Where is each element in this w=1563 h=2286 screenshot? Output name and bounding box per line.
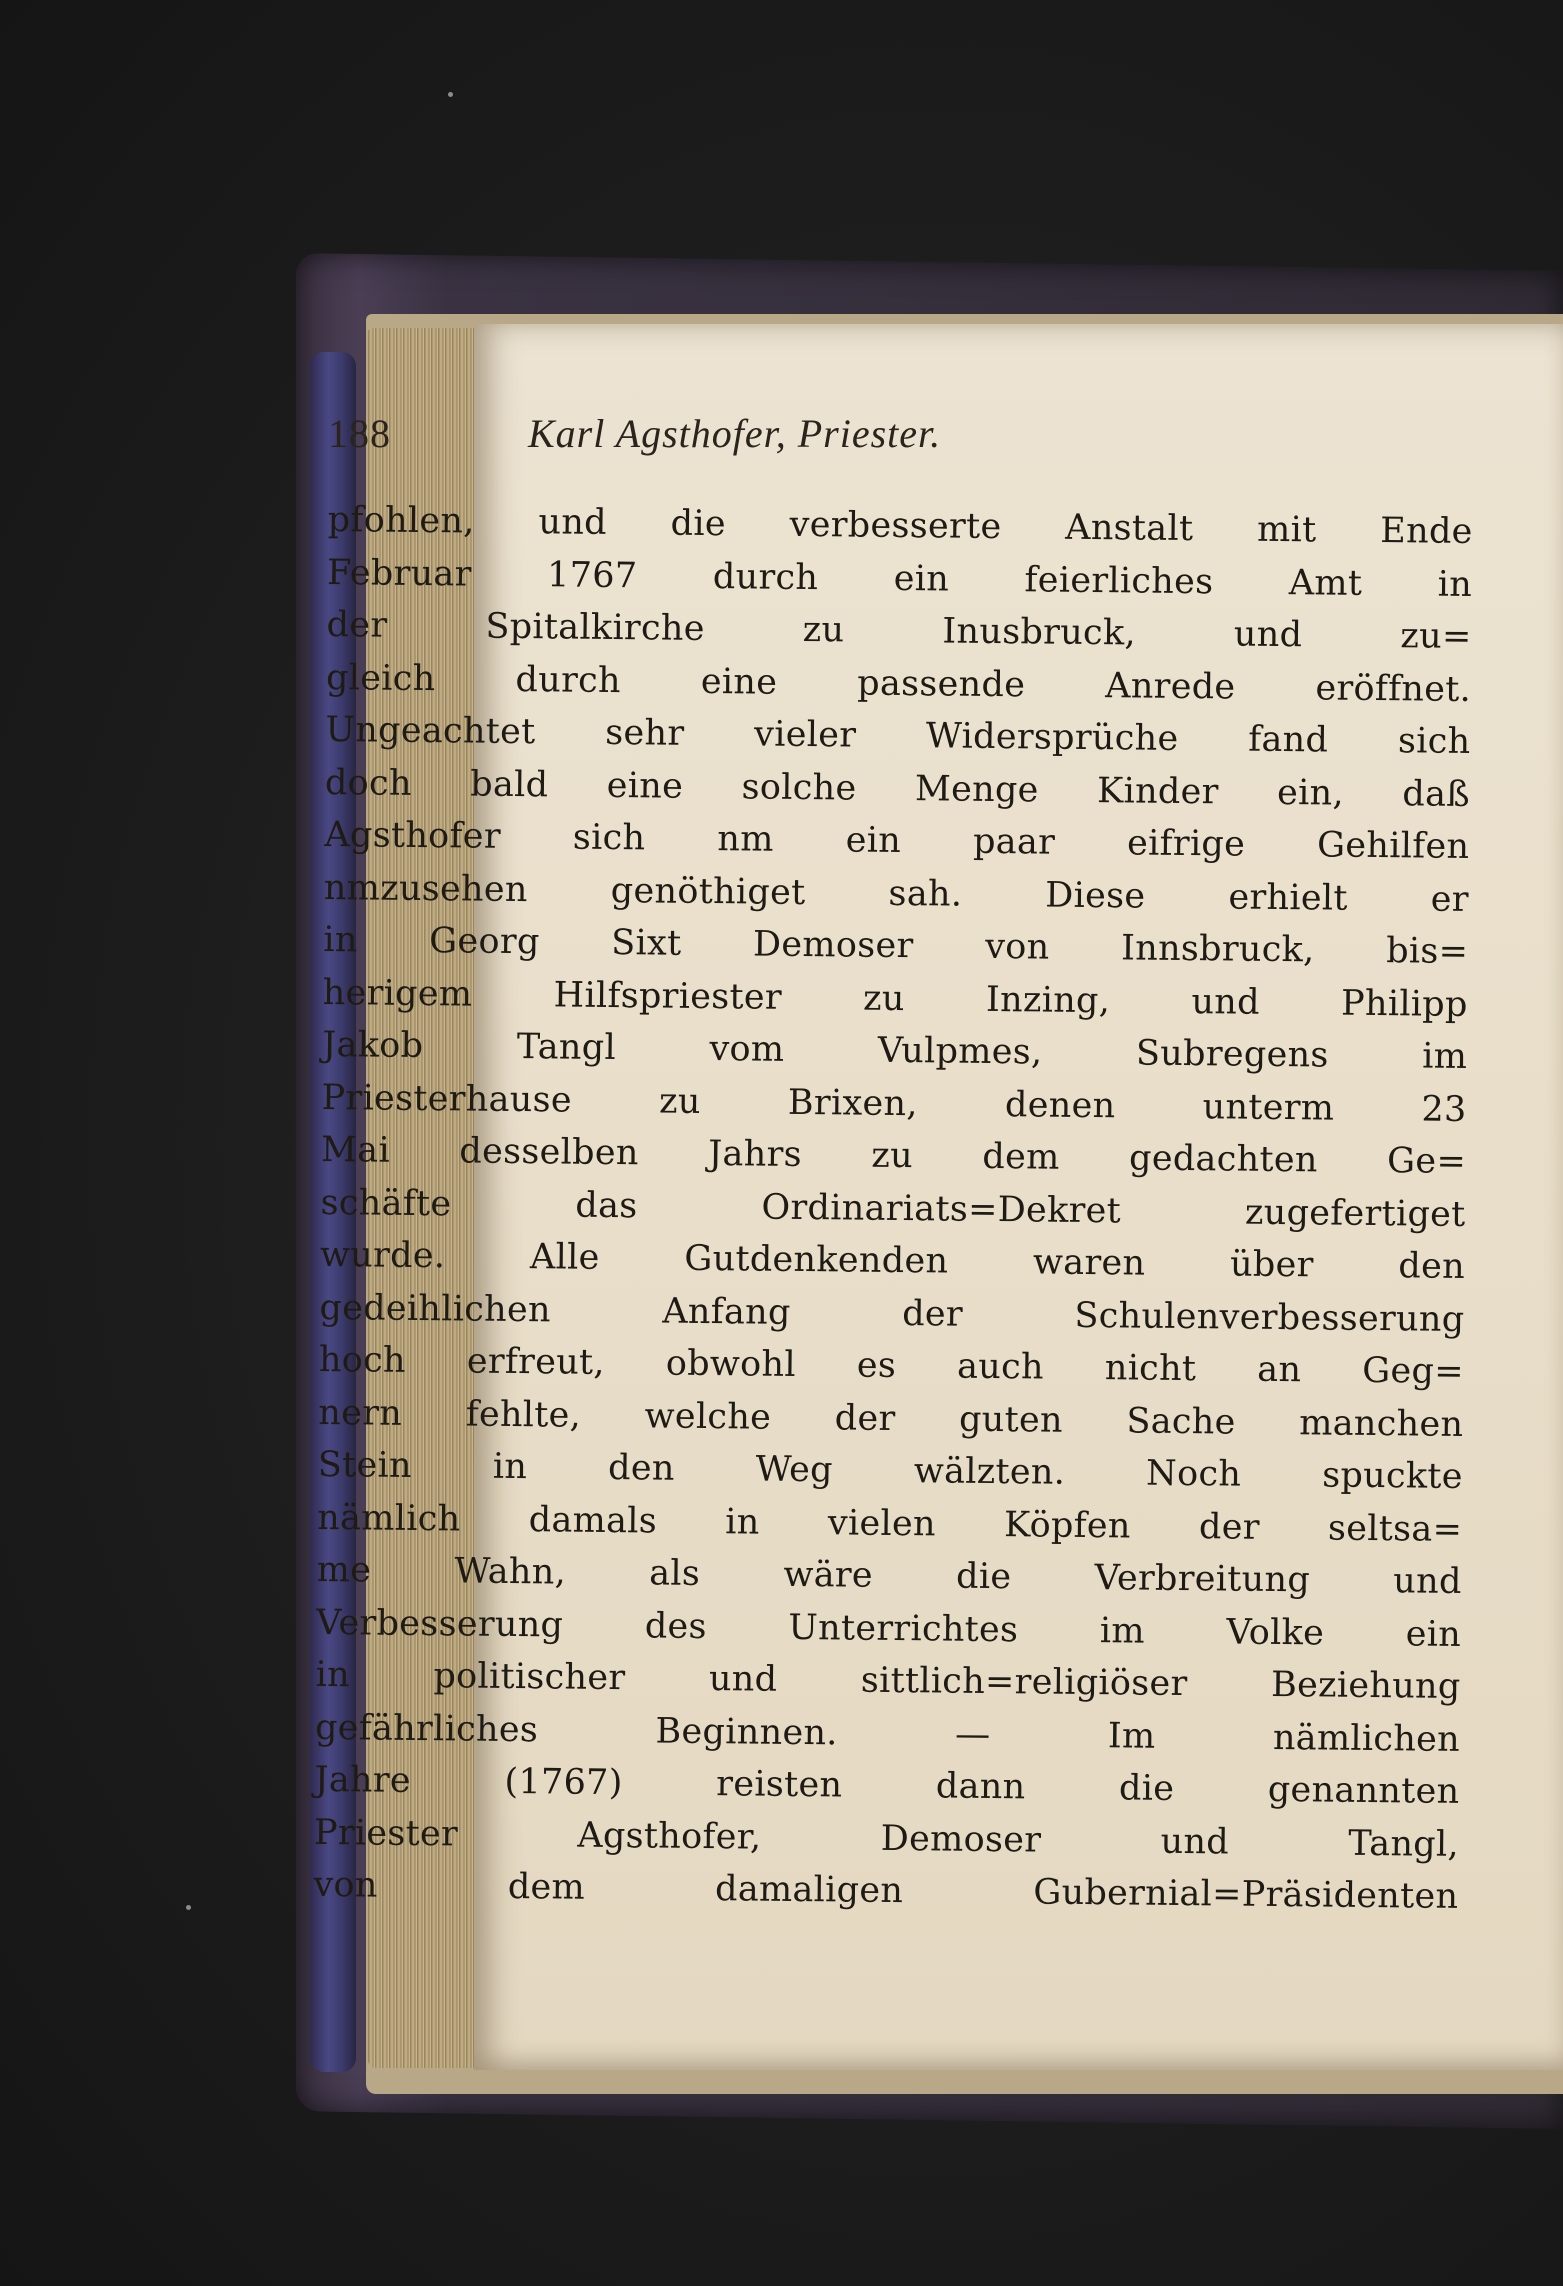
text-line: nern fehlte, welche der guten Sache manchen	[318, 1392, 1464, 1445]
text-line: Priesterhause zu Brixen, denen unterm 23	[321, 1077, 1467, 1130]
text-line: Mai desselben Jahrs zu dem gedachten Ge=	[320, 1129, 1467, 1182]
body-text	[313, 494, 1473, 1923]
text-line: nmzusehen genöthiget sah. Diese erhielt er	[323, 867, 1470, 920]
text-line: Verbesserung des Unterrichtes im Volke ein	[315, 1602, 1462, 1655]
text-line: doch bald eine solche Menge Kinder ein, daß	[324, 762, 1471, 815]
text-line: in politischer und sittlich=religiöser Beziehung	[315, 1654, 1461, 1707]
text-line: von dem damaligen Gubernial=Präsidenten	[313, 1864, 1459, 1917]
text-line: Priester Agsthofer, Demoser und Tangl,	[313, 1812, 1460, 1865]
dust-speck	[448, 92, 453, 97]
text-line: nämlich damals in vielen Köpfen der seltsa=	[317, 1497, 1463, 1550]
text-line: in Georg Sixt Demoser von Innsbruck, bis=	[323, 919, 1469, 972]
text-line: gefährliches Beginnen. — Im nämlichen	[314, 1707, 1461, 1760]
text-line: gedeihlichen Anfang der Schulenverbesserung	[319, 1287, 1465, 1340]
text-line: me Wahn, als wäre die Verbreitung und	[316, 1549, 1462, 1602]
text-line: Februar 1767 durch ein feierliches Amt in	[326, 552, 1473, 605]
running-head: Karl Agsthofer, Priester.	[528, 411, 942, 456]
text-line: der Spitalkirche zu Inusbruck, und zu=	[326, 604, 1472, 657]
text-line: hoch erfreut, obwohl es auch nicht an Geg=	[318, 1339, 1465, 1392]
text-line: Jahre (1767) reisten dann die genannten	[314, 1759, 1460, 1812]
text-line: wurde. Alle Gutdenkenden waren über den	[319, 1234, 1466, 1287]
page-number: 188	[328, 411, 391, 456]
text-line: pfohlen, und die verbesserte Anstalt mit Ende	[327, 499, 1473, 552]
dust-speck	[186, 1905, 191, 1910]
text-line: gleich durch eine passende Anrede eröffnet.	[325, 657, 1472, 710]
text-line: herigem Hilfspriester zu Inzing, und Philipp	[322, 972, 1468, 1025]
text-line: schäfte das Ordinariats=Dekret zugefertiget	[320, 1182, 1466, 1235]
text-line: Stein in den Weg wälzten. Noch spuckte	[317, 1444, 1463, 1497]
text-line: Jakob Tangl vom Vulpmes, Subregens im	[322, 1024, 1468, 1077]
text-line: Ungeachtet sehr vieler Widersprüche fand sich	[325, 709, 1471, 762]
page-header	[328, 410, 1268, 470]
text-line: Agsthofer sich nm ein paar eifrige Gehilfen	[324, 814, 1470, 867]
